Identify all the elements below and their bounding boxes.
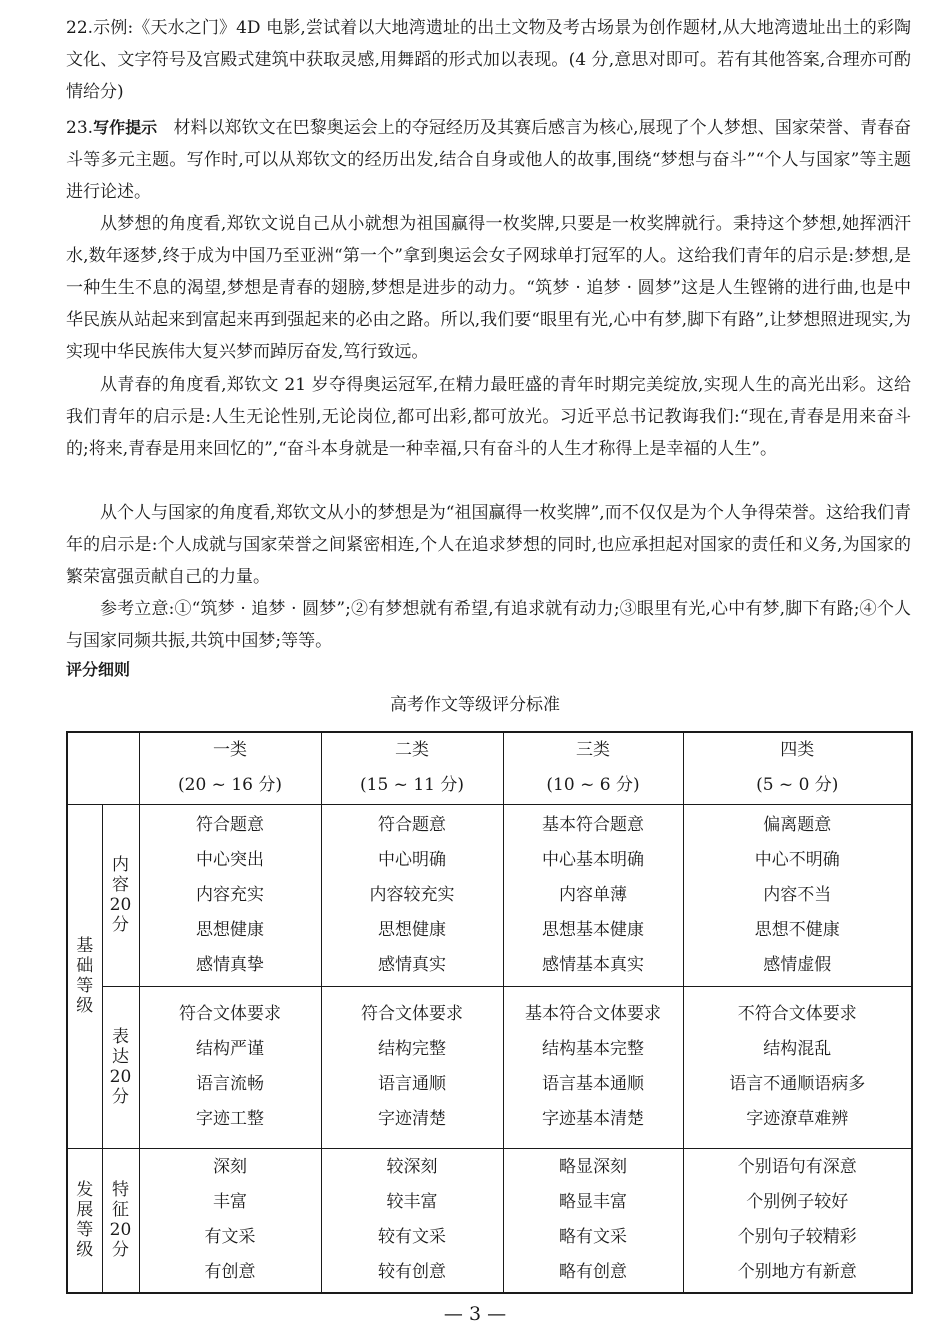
- scoring-heading: 评分细则: [66, 660, 131, 679]
- sub-content-cell: 内容20分: [102, 804, 139, 986]
- header-cell: 一类 (20 ~ 16 分): [139, 732, 321, 804]
- header-cell: 二类 (15 ~ 11 分): [321, 732, 503, 804]
- sub-feature-cell: 特征20分: [102, 1148, 139, 1293]
- writing-tips-label: 写作提示: [93, 118, 158, 137]
- sub-expression-cell: 表达20分: [102, 986, 139, 1148]
- question-number: 22.: [66, 18, 94, 38]
- group-basic-cell: 基础等级: [67, 804, 102, 1148]
- header-cell: 三类 (10 ~ 6 分): [503, 732, 683, 804]
- content-cell: 符合题意 中心明确 内容较充实 思想健康 感情真实: [321, 804, 503, 986]
- page-number: — 3 —: [443, 1303, 507, 1325]
- answer-text: 示例:《天水之门》4D 电影,尝试着以大地湾遗址的出土文物及考古场景为创作题材,从大地湾遗址出土的彩陶文化、文字符号及宫殿式建筑中获取灵感,用舞蹈的形式加以表现。(4 分,意思对即可。若有其他答案,合理亦可酌情给分): [66, 18, 911, 102]
- feature-cell: 个别语句有深意 个别例子较好 个别句子较精彩 个别地方有新意: [683, 1148, 912, 1293]
- content-row: [67, 804, 912, 986]
- grading-table: [66, 731, 913, 1294]
- paragraph-dream: 从梦想的角度看,郑钦文说自己从小就想为祖国赢得一枚奖牌,只要是一枚奖牌就行。秉持这个梦想,她挥洒汗水,数年逐梦,终于成为中国乃至亚洲“第一个”拿到奥运会女子网球单打冠军的人。这给我们青年的启示是:梦想,是一种生生不息的渴望,梦想是青春的翅膀,梦想是进步的动力。“筑梦 · 追梦 · 圆梦”这是人生铿锵的进行曲,也是中华民族从站起来到富起来再到强起来的必由之路。所以,我们要“眼里有光,心中有梦,脚下有路”,让梦想照进现实,为实现中华民族伟大复兴梦而踔厉奋发,笃行致远。: [66, 214, 911, 362]
- expression-cell: 不符合文体要求 结构混乱 语言不通顺语病多 字迹潦草难辨: [683, 986, 912, 1148]
- feature-cell: 略显深刻 略显丰富 略有文采 略有创意: [503, 1148, 683, 1293]
- paragraph-nation: 从个人与国家的角度看,郑钦文从小的梦想是为“祖国赢得一枚奖牌”,而不仅仅是为个人争得荣誉。这给我们青年的启示是:个人成就与国家荣誉之间紧密相连,个人在追求梦想的同时,也应承担起对国家的责任和义务,为国家的繁荣富强贡献自己的力量。: [66, 503, 911, 587]
- group-develop-cell: 发展等级: [67, 1148, 102, 1293]
- paragraph-reference: 参考立意:①“筑梦 · 追梦 · 圆梦”;②有梦想就有希望,有追求就有动力;③眼里有光,心中有梦,脚下有路;④个人与国家同频共振,共筑中国梦;等等。: [66, 599, 911, 651]
- header-cell: 四类 (5 ~ 0 分): [683, 732, 912, 804]
- content-cell: 符合题意 中心突出 内容充实 思想健康 感情真挚: [139, 804, 321, 986]
- intro-text: 材料以郑钦文在巴黎奥运会上的夺冠经历及其赛后感言为核心,展现了个人梦想、国家荣誉、青春奋斗等多元主题。写作时,可以从郑钦文的经历出发,结合自身或他人的故事,围绕“梦想与奋斗”“个人与国家”等主题进行论述。: [66, 118, 911, 202]
- expression-row: [67, 986, 912, 1148]
- feature-cell: 深刻 丰富 有文采 有创意: [139, 1148, 321, 1293]
- expression-cell: 符合文体要求 结构完整 语言通顺 字迹清楚: [321, 986, 503, 1148]
- expression-cell: 基本符合文体要求 结构基本完整 语言基本通顺 字迹基本清楚: [503, 986, 683, 1148]
- feature-row: [67, 1148, 912, 1293]
- answer-23-intro: [66, 112, 911, 208]
- content-cell: 基本符合题意 中心基本明确 内容单薄 思想基本健康 感情基本真实: [503, 804, 683, 986]
- expression-cell: 符合文体要求 结构严谨 语言流畅 字迹工整: [139, 986, 321, 1148]
- answer-22: [66, 12, 911, 108]
- corner-cell: [67, 732, 139, 804]
- table-title: 高考作文等级评分标准: [390, 695, 560, 715]
- content-cell: 偏离题意 中心不明确 内容不当 思想不健康 感情虚假: [683, 804, 912, 986]
- question-number: 23.: [66, 118, 94, 138]
- feature-cell: 较深刻 较丰富 较有文采 较有创意: [321, 1148, 503, 1293]
- paragraph-youth: 从青春的角度看,郑钦文 21 岁夺得奥运冠军,在精力最旺盛的青年时期完美绽放,实现人生的高光出彩。这给我们青年的启示是:人生无论性别,无论岗位,都可出彩,都可放光。习近平总书记教诲我们:“现在,青春是用来奋斗的;将来,青春是用来回忆的”,“奋斗本身就是一种幸福,只有奋斗的人生才称得上是幸福的人生”。: [66, 375, 911, 459]
- table-header-row: [67, 732, 912, 804]
